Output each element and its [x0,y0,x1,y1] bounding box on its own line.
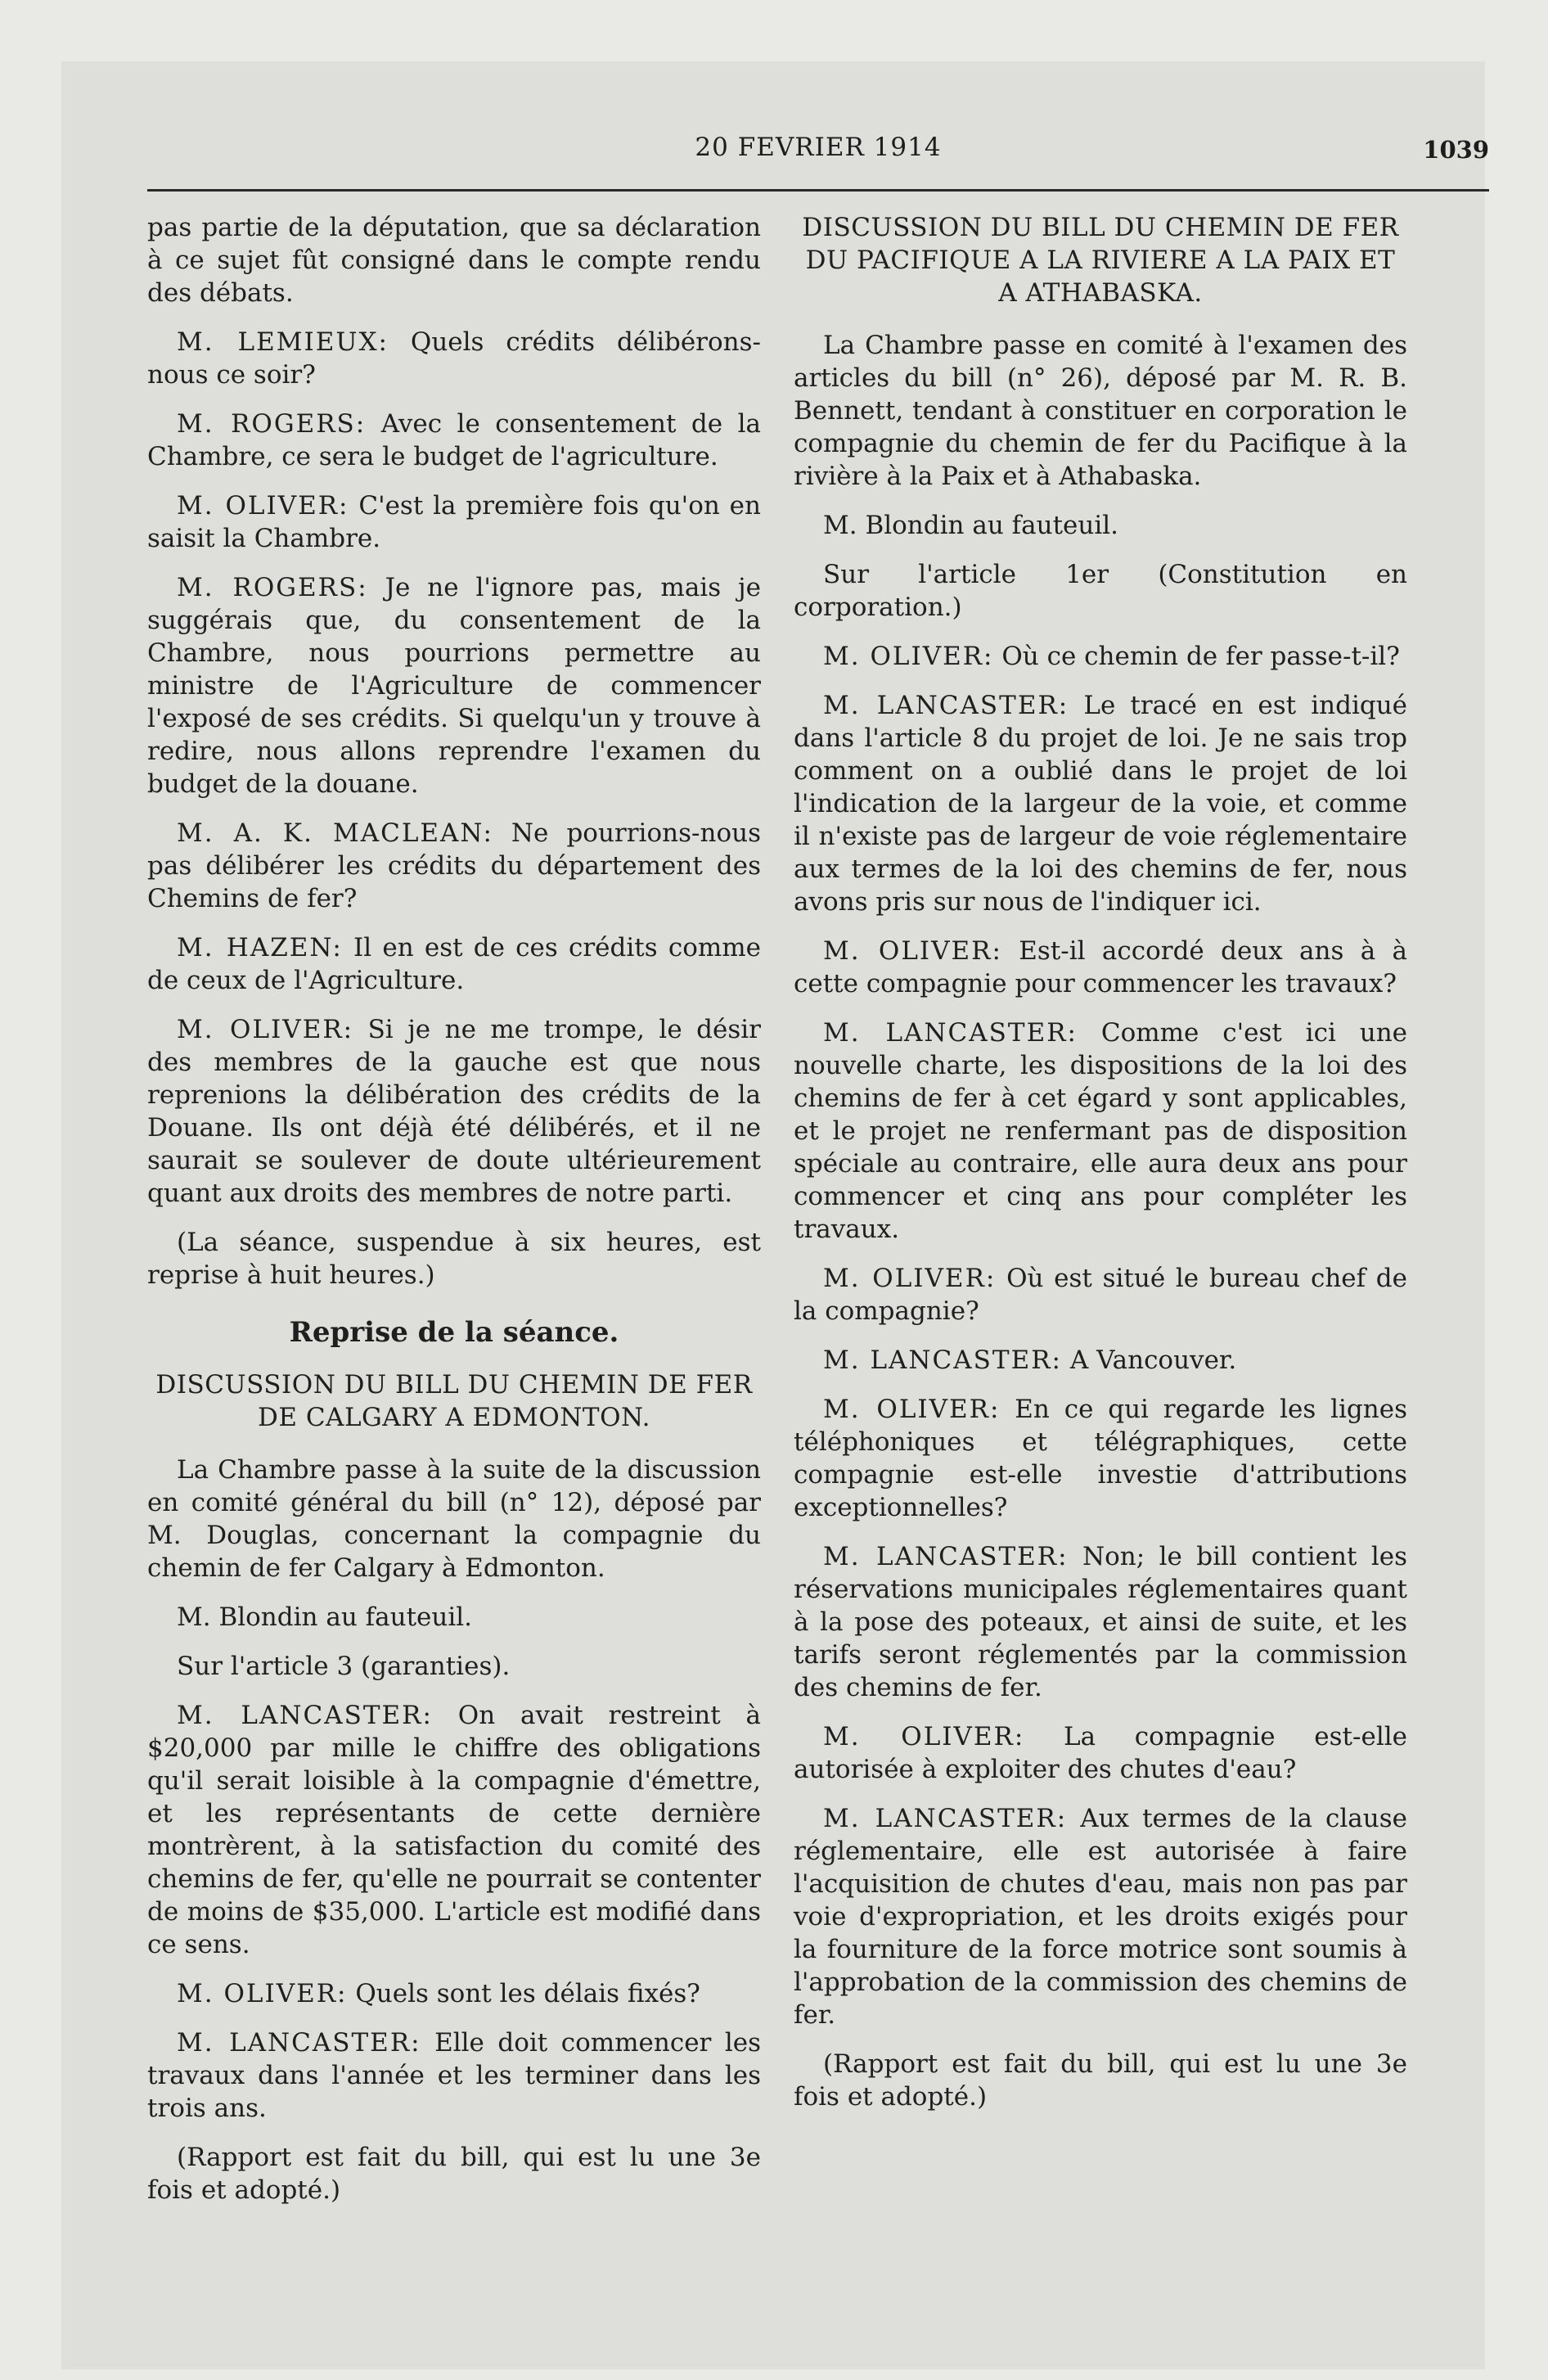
speaker-name: M. LANCASTER: [823,691,1069,720]
speech [147,571,761,800]
header-rule [147,189,1489,192]
speech-text: Où ce chemin de fer passe-t-il? [993,642,1400,671]
paragraph: Sur l'article 1er (Constitution en corporation.) [794,560,1407,622]
paragraph: La Chambre passe en comité à l'examen des articles du bill (n° 26), déposé par M. R. B. Bennett, tendant à constituer en corporation le compagnie du chemin de fer du Pacifique à la rivière à la Paix et à Athabaska. [794,331,1407,491]
speech-text: Elle doit commencer les travaux dans l'année et les terminer dans les trois ans. [147,2028,761,2123]
speaker-name: M. OLIVER: [823,1395,1001,1424]
speech-text: Le tracé en est indiqué dans l'article 8 du projet de loi. Je ne sais trop comment on a oublié dans le projet de loi l'indication de la largeur de la voie, et comme il n'existe pas de largeur de voie réglementaire aux termes de la loi des chemins de fer, nous avons pris sur nous de l'indiquer ici. [794,691,1408,917]
speech-text: Ne pourrions-nous pas délibérer les crédits du département des Chemins de fer? [147,818,761,913]
speaker-name: M. OLIVER: [823,642,994,671]
speech-text: On avait restreint à $20,000 par mille le chiffre des obligations qu'il serait loisible à la compagnie d'émettre, et les représentants de cette dernière montrèrent, à la satisfaction du comité des chemins de fer, qu'elle ne pourrait se contenter de moins de $35,000. L'article est modifié dans ce sens. [147,1701,761,1959]
speaker-name: M. OLIVER: [177,1015,354,1044]
paragraph: (Rapport est fait du bill, qui est lu une 3e fois et adopté.) [794,2049,1407,2112]
speech [794,1540,1407,1704]
speech-text: Avec le consentement de la Chambre, ce sera le budget de l'agriculture. [147,409,761,471]
speech [147,1013,761,1210]
speech-text: Je ne l'ignore pas, mais je suggérais que, du consentement de la Chambre, nous pourrions permettre au ministre de l'Agriculture de commencer l'exposé de ses crédits. Si quelqu'un y trouve à redire, nous allons reprendre l'examen du budget de la douane. [147,573,761,799]
paragraph: La Chambre passe à la suite de la discussion en comité général du bill (n° 12), déposé par M. Douglas, concernant la compagnie du chemin de fer Calgary à Edmonton. [147,1455,761,1583]
paragraph: pas partie de la députation, que sa déclaration à ce sujet fût consigné dans le compte rendu des débats. [147,213,761,308]
section-title: DISCUSSION DU BILL DU CHEMIN DE FER DE CALGARY A EDMONTON. [155,1370,753,1432]
speech-text: La compagnie est-elle autorisée à exploiter des chutes d'eau? [794,1722,1408,1784]
speaker-name: M. LANCASTER: [177,2028,421,2058]
speech-text: A Vancouver. [1061,1346,1237,1375]
speech [794,640,1407,673]
speaker-name: M. LANCASTER: [177,1701,433,1730]
speech [147,931,761,997]
speaker-name: M. OLIVER: [177,491,349,521]
paragraph: Sur l'article 3 (garanties). [177,1652,511,1681]
speaker-name: M. OLIVER: [823,936,1002,966]
speaker-name: M. OLIVER: [823,1722,1025,1751]
speaker-name: M. OLIVER: [177,1979,348,2008]
speech [147,489,761,555]
speaker-name: M. ROGERS: [177,409,367,439]
speaker-name: M. LANCASTER: [823,1346,1062,1375]
page-number: 1039 [1423,136,1489,164]
speech [794,1262,1407,1327]
speech [794,1393,1407,1524]
speaker-name: M. A. K. MACLEAN: [177,818,493,848]
speaker-name: M. LANCASTER: [823,1018,1078,1048]
paragraph: (La séance, suspendue à six heures, est reprise à huit heures.) [147,1228,761,1290]
speaker-name: M. LANCASTER: [823,1804,1068,1833]
speech [794,1016,1407,1246]
speech [147,2026,761,2125]
speech-text: Si je ne me trompe, le désir des membres de la gauche est que nous reprenions la délibération des crédits de la Douane. Ils ont déjà été délibérés, et il ne saurait se soulever de doute ultérieurement quant aux droits des membres de notre parti. [147,1015,761,1208]
page-date: 20 FEVRIER 1914 [695,133,942,162]
speaker-name: M. HAZEN: [177,933,343,962]
speech-text: Où est situé le bureau chef de la compagnie? [794,1264,1407,1326]
speech [147,1977,761,2010]
speech-text: Aux termes de la clause réglementaire, elle est autorisée à faire l'acquisition de chutes d'eau, mais non pas par voie d'expropriation, et les droits exigés pour la fourniture de la force motrice sont soumis à l'approbation de la commission des chemins de fer. [794,1804,1407,2030]
paragraph: (Rapport est fait du bill, qui est lu une 3e fois et adopté.) [147,2143,761,2205]
speaker-name: M. ROGERS: [177,573,368,602]
speech [147,1699,761,1961]
speech-text: Comme c'est ici une nouvelle charte, les dispositions de la loi des chemins de fer à cet égard y sont applicables, et le projet ne renfermant pas de disposition spéciale au contraire, elle aura deux ans pour commencer et cinq ans pour compléter les travaux. [794,1018,1408,1244]
speech [794,689,1407,918]
section-title: DISCUSSION DU BILL DU CHEMIN DE FER DU PACIFIQUE A LA RIVIERE A LA PAIX ET A ATHABASKA. [802,213,1399,308]
speech [147,817,761,915]
left-column [147,211,761,2223]
right-column [794,211,1407,2130]
paragraph: M. Blondin au fauteuil. [177,1602,473,1632]
speech [794,1720,1407,1786]
speech-text: C'est la première fois qu'on en saisit la Chambre. [147,491,761,553]
speaker-name: M. LANCASTER: [823,1542,1069,1571]
speaker-name: M. OLIVER: [823,1264,997,1293]
speech [147,408,761,473]
speech [794,935,1407,1000]
speech-text: Est-il accordé deux ans à à cette compagnie pour commencer les travaux? [794,936,1408,998]
page-header [147,133,1489,174]
speech-text: Il en est de ces crédits comme de ceux de l'Agriculture. [147,933,761,995]
speech-text: Quels crédits délibérons-nous ce soir? [147,327,762,390]
speech [794,1344,1407,1377]
speech-text: Non; le bill contient les réservations municipales réglementaires quant à la pose des poteaux, et ainsi de suite, et les tarifs seront réglementés par la commission des chemins de fer. [794,1542,1408,1702]
speech-text: En ce qui regarde les lignes téléphoniques et télégraphiques, cette compagnie est-elle investie d'attributions exceptionnelles? [794,1395,1407,1522]
speech [794,1802,1407,2031]
subheading: Reprise de la séance. [289,1316,619,1349]
speech [147,326,761,391]
speaker-name: M. LEMIEUX: [177,327,389,357]
speech-text: Quels sont les délais fixés? [347,1979,700,2008]
paragraph: M. Blondin au fauteuil. [823,511,1119,540]
